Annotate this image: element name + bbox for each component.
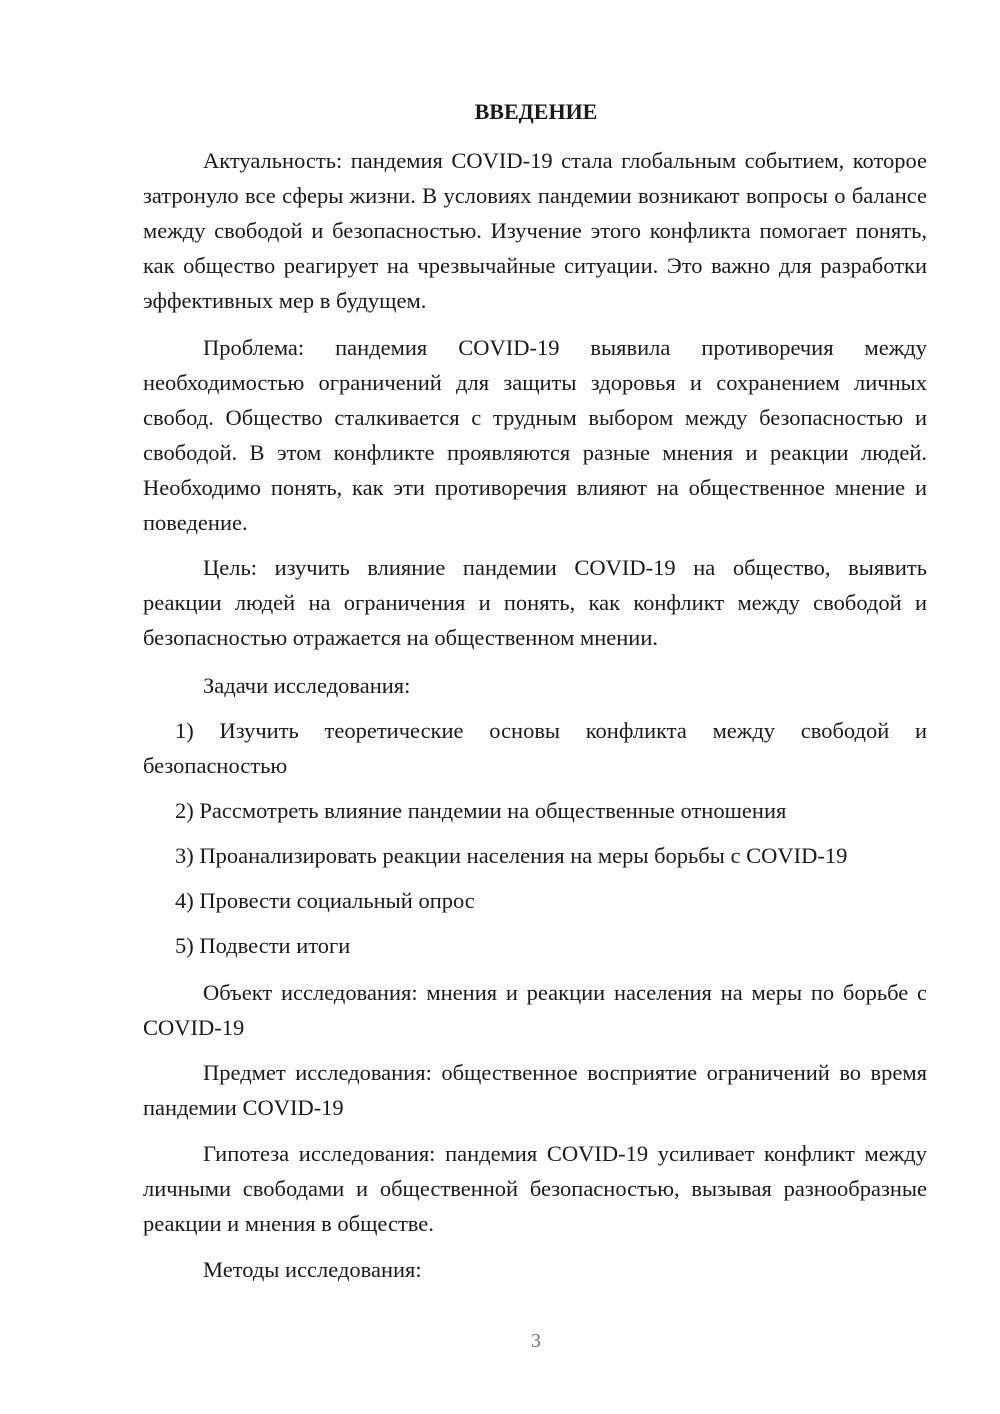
paragraph-object: Объект исследования: мнения и реакции населения на меры по борьбе с COVID-19 xyxy=(143,980,927,1040)
task-item: 4) Провести социальный опрос xyxy=(175,888,475,913)
page-number: 3 xyxy=(531,1330,541,1352)
paragraph-problem: Проблема: пандемия COVID-19 выявила противоречия между необходимостью ограничений для защиты здоровья и сохранением личных свобод. Общество сталкивается с трудным выбором между безопасностью и свободой. В этом конфликте проявляются разные мнения и реакции людей. Необходимо понять, как эти противоречия влияют на общественное мнение и поведение. xyxy=(143,335,927,535)
methods-heading: Методы исследования: xyxy=(203,1257,422,1282)
tasks-heading: Задачи исследования: xyxy=(203,673,411,698)
task-item: 1) Изучить теоретические основы конфликта между свободой и безопасностью xyxy=(143,718,927,778)
paragraph-relevance: Актуальность: пандемия COVID-19 стала глобальным событием, которое затронуло все сферы жизни. В условиях пандемии возникают вопросы о балансе между свободой и безопасностью. Изучение этого конфликта помогает понять, как общество реагирует на чрезвычайные ситуации. Это важно для разработки эффективных мер в будущем. xyxy=(143,148,927,313)
paragraph-goal: Цель: изучить влияние пандемии COVID-19 на общество, выявить реакции людей на ограничения и понять, как конфликт между свободой и безопасностью отражается на общественном мнении. xyxy=(143,555,927,650)
paragraph-subject: Предмет исследования: общественное восприятие ограничений во время пандемии COVID-19 xyxy=(143,1060,927,1120)
task-item: 3) Проанализировать реакции населения на меры борьбы с COVID-19 xyxy=(175,843,848,868)
task-item: 5) Подвести итоги xyxy=(175,933,351,958)
paragraph-hypothesis: Гипотеза исследования: пандемия COVID-19 усиливает конфликт между личными свободами и общественной безопасностью, вызывая разнообразные реакции и мнения в обществе. xyxy=(143,1141,927,1236)
section-title: ВВЕДЕНИЕ xyxy=(474,99,598,124)
task-item: 2) Рассмотреть влияние пандемии на общественные отношения xyxy=(175,798,787,823)
